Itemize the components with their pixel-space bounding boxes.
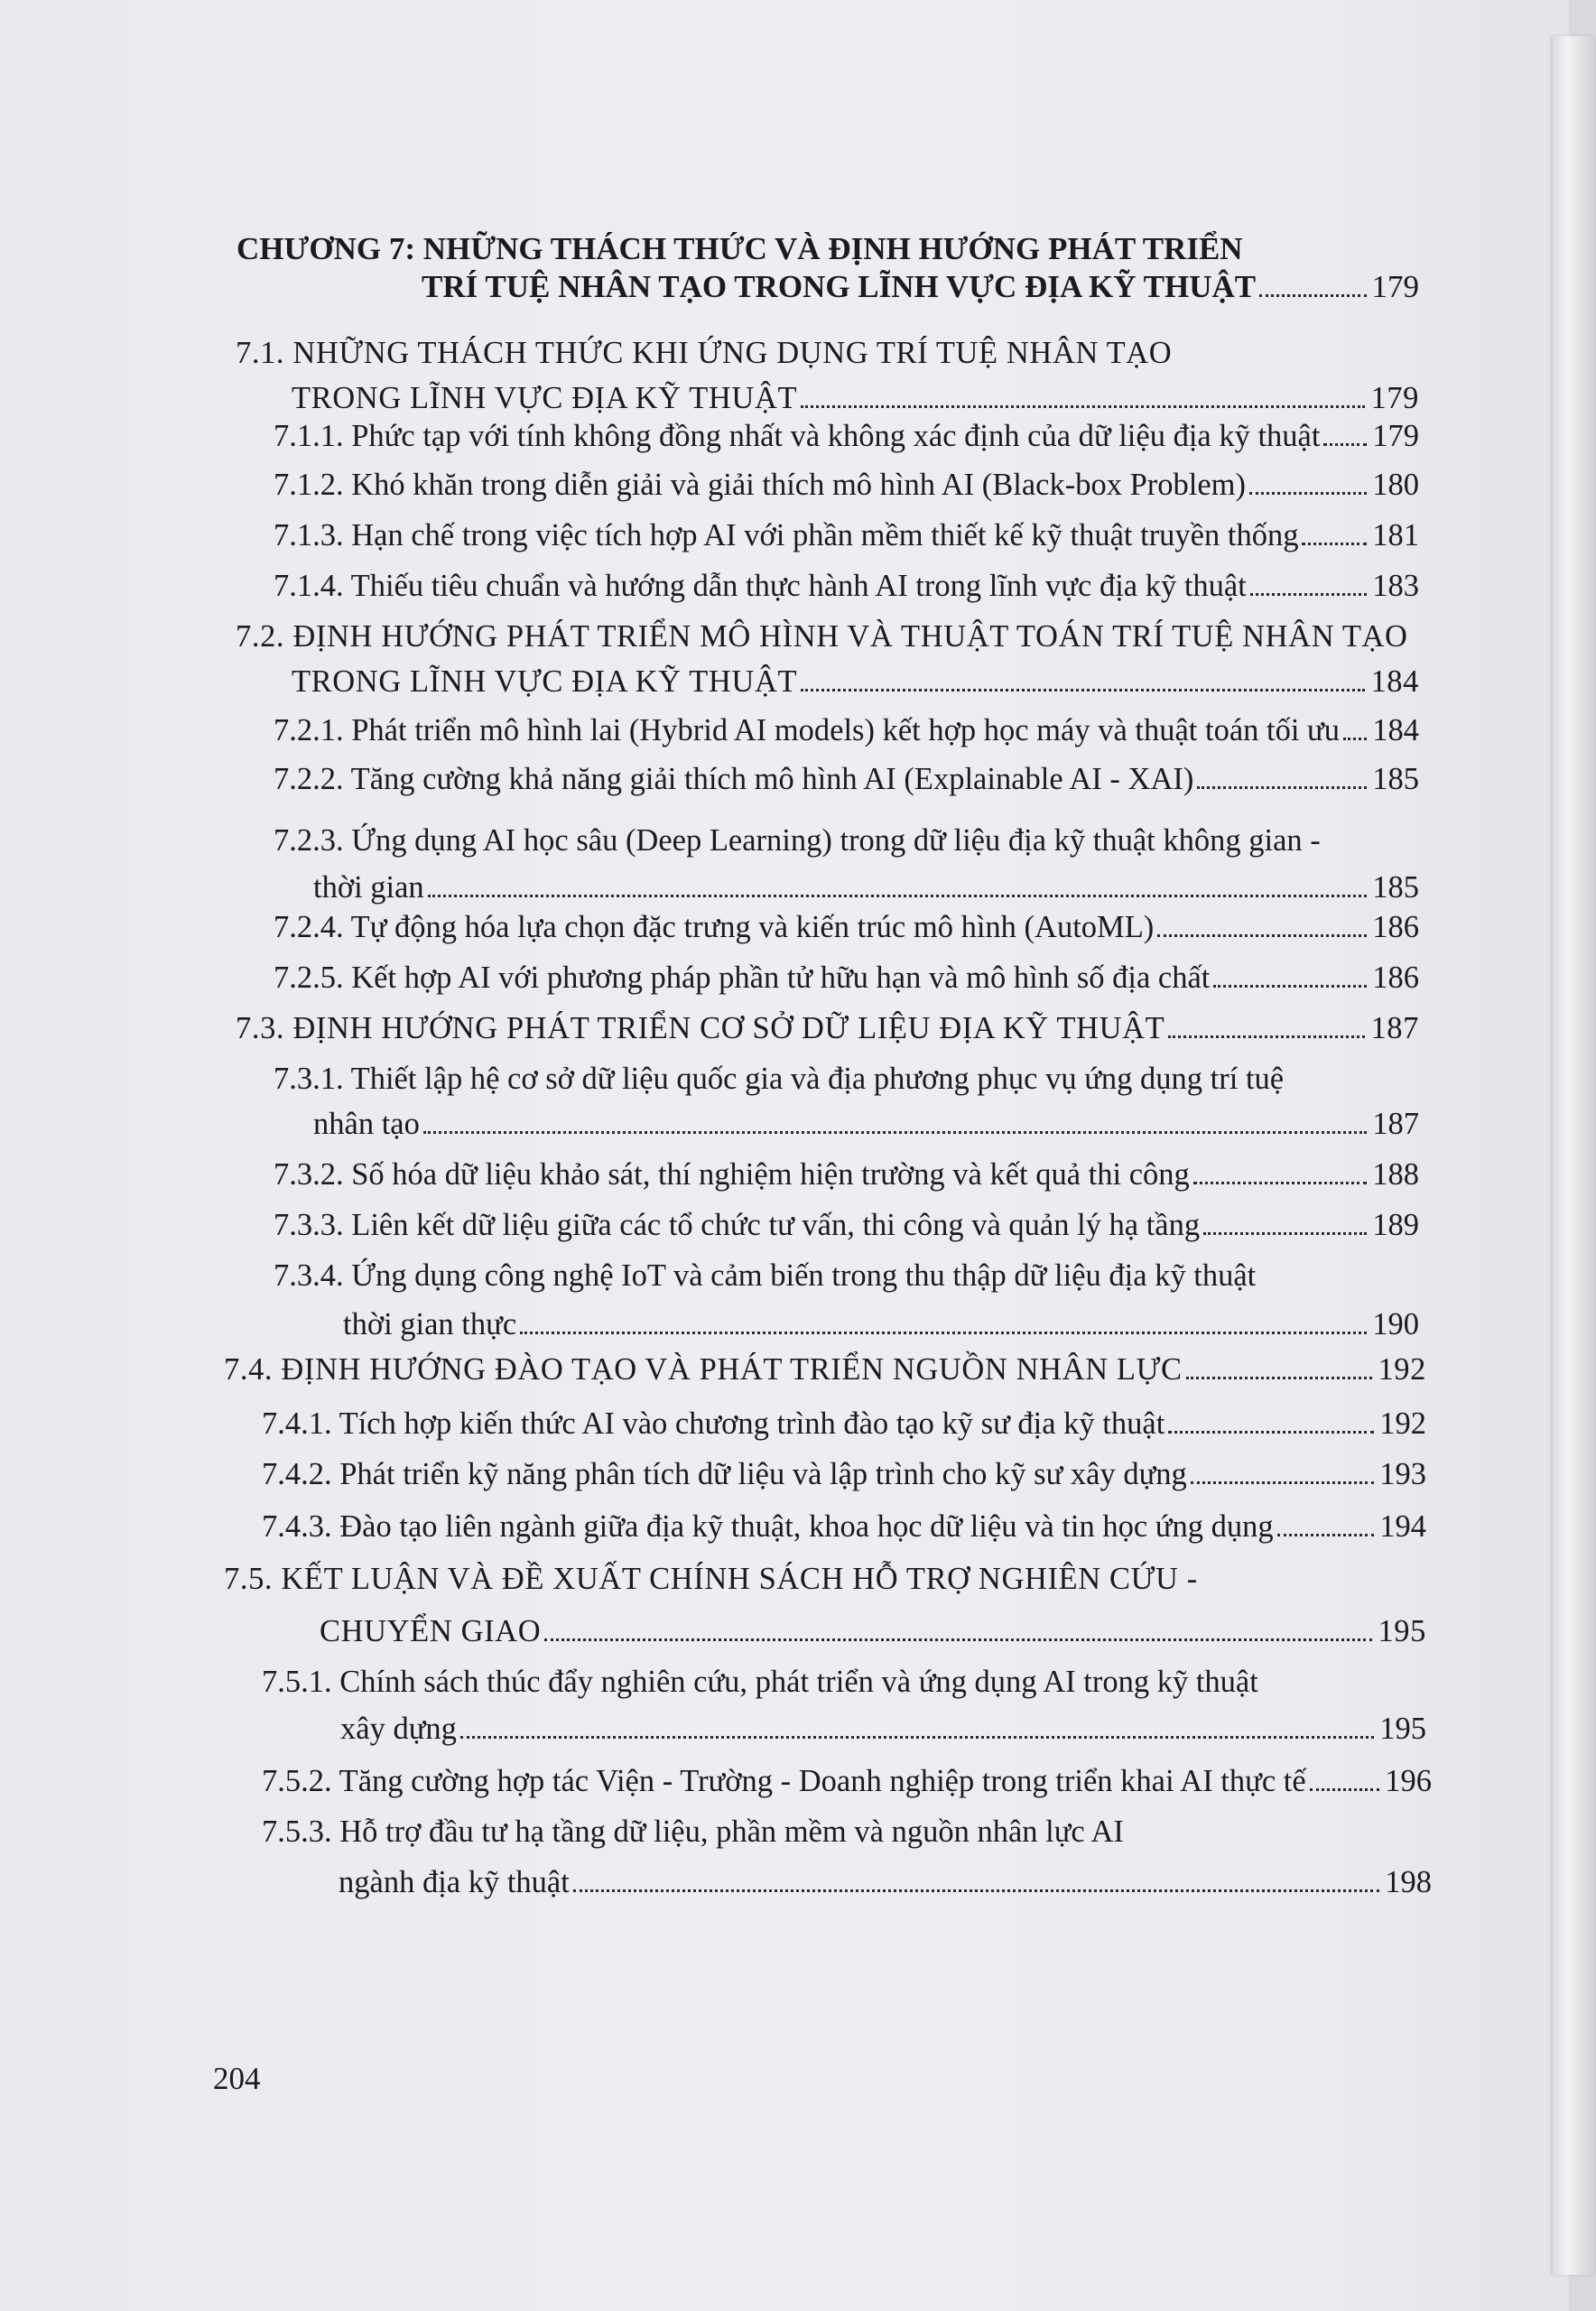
dot-leader	[428, 895, 1368, 897]
toc-entry-title-cont: TRONG LĨNH VỰC ĐỊA KỸ THUẬT	[292, 664, 798, 699]
toc-entry-title: 7.3.3. Liên kết dữ liệu giữa các tổ chức tư vấn, thi công và quản lý hạ tầng	[274, 1208, 1201, 1242]
dot-leader	[1250, 593, 1367, 596]
toc-entry-title: 7.1.3. Hạn chế trong việc tích hợp AI với phần mềm thiết kế kỹ thuật truyền thống	[274, 518, 1299, 552]
toc-entry-page: 198	[1385, 1865, 1432, 1899]
toc-entry-title: 7.3.4. Ứng dụng công nghệ IoT và cảm biến trong thu thập dữ liệu địa kỹ thuật	[274, 1258, 1257, 1293]
toc-entry-title: 7.2.2. Tăng cường khả năng giải thích mô hình AI (Explainable AI - XAI)	[274, 762, 1194, 796]
dot-leader	[1193, 1182, 1367, 1184]
toc-entry-title-cont: xây dựng	[340, 1712, 457, 1746]
dot-leader	[801, 689, 1365, 691]
toc-entry-title: 7.4.1. Tích hợp kiến thức AI vào chương trình đào tạo kỹ sư địa kỹ thuật	[262, 1406, 1165, 1441]
toc-entry-page: 186	[1372, 910, 1419, 944]
toc-entry-title: 7.1.1. Phức tạp với tính không đồng nhất và không xác định của dữ liệu địa kỹ thuật	[274, 419, 1321, 453]
toc-entry-title-cont: CHUYỂN GIAO	[320, 1614, 542, 1648]
dot-leader	[544, 1638, 1372, 1641]
toc-entry-page: 193	[1379, 1457, 1426, 1491]
dot-leader	[1323, 443, 1367, 446]
dot-leader	[1168, 1431, 1374, 1434]
toc-entry-page: 187	[1372, 1107, 1419, 1141]
toc-entry-title: 7.5. KẾT LUẬN VÀ ĐỀ XUẤT CHÍNH SÁCH HỖ TRỢ NGHIÊN CỨU -	[224, 1562, 1198, 1596]
chapter-page: 179	[1371, 269, 1419, 304]
toc-entry-page: 184	[1370, 664, 1419, 699]
toc-entry-page: 179	[1370, 381, 1419, 415]
dot-leader	[1277, 1534, 1375, 1536]
dot-leader	[1157, 934, 1367, 937]
dot-leader	[573, 1889, 1379, 1892]
toc-entry-title: 7.5.2. Tăng cường hợp tác Viện - Trường - Doanh nghiệp trong triển khai AI thực tế	[262, 1764, 1306, 1798]
toc-entry-title: 7.2.1. Phát triển mô hình lai (Hybrid AI models) kết hợp học máy và thuật toán tối ưu	[274, 713, 1341, 747]
toc-entry-title: 7.3. ĐỊNH HƯỚNG PHÁT TRIỂN CƠ SỞ DỮ LIỆU ĐỊA KỸ THUẬT	[236, 1011, 1165, 1045]
toc-entry-page: 185	[1372, 870, 1419, 905]
toc-entry-title: 7.1. NHỮNG THÁCH THỨC KHI ỨNG DỤNG TRÍ TUỆ NHÂN TẠO	[236, 336, 1173, 370]
dot-leader	[423, 1131, 1367, 1134]
dot-leader	[801, 405, 1365, 408]
dot-leader	[1203, 1232, 1367, 1235]
toc-entry-title-cont: thời gian thực	[343, 1307, 517, 1341]
toc-entry-page: 192	[1378, 1352, 1426, 1387]
toc-entry-title: 7.4.3. Đào tạo liên ngành giữa địa kỹ thuật, khoa học dữ liệu và tin học ứng dụng	[262, 1509, 1274, 1544]
toc-entry-title: 7.2.4. Tự động hóa lựa chọn đặc trưng và kiến trúc mô hình (AutoML)	[274, 910, 1155, 944]
dot-leader	[1259, 294, 1366, 297]
toc-entry-title: 7.2.3. Ứng dụng AI học sâu (Deep Learning) trong dữ liệu địa kỹ thuật không gian -	[274, 823, 1321, 858]
toc-entry-title: 7.3.2. Số hóa dữ liệu khảo sát, thí nghiệm hiện trường và kết quả thi công	[274, 1157, 1190, 1192]
toc-entry-page: 196	[1385, 1764, 1432, 1798]
toc-entry-page: 189	[1372, 1208, 1419, 1242]
toc-entry-page: 186	[1372, 961, 1419, 995]
toc-entry-title: 7.1.2. Khó khăn trong diễn giải và giải thích mô hình AI (Black-box Problem)	[274, 468, 1246, 502]
toc-entry-page: 181	[1372, 518, 1419, 552]
toc-entry-page: 195	[1378, 1614, 1426, 1648]
toc-entry-page: 184	[1372, 713, 1419, 747]
toc-entry-title: 7.4.2. Phát triển kỹ năng phân tích dữ liệu và lập trình cho kỹ sư xây dựng	[262, 1457, 1187, 1491]
chapter-title-line2: TRÍ TUỆ NHÂN TẠO TRONG LĨNH VỰC ĐỊA KỸ THUẬT	[422, 269, 1257, 304]
dot-leader	[1302, 543, 1367, 545]
dot-leader	[1168, 1035, 1365, 1038]
dot-leader	[1197, 786, 1367, 789]
dot-leader	[1249, 492, 1367, 495]
toc-entry-title: 7.3.1. Thiết lập hệ cơ sở dữ liệu quốc gia và địa phương phục vụ ứng dụng trí tuệ	[274, 1062, 1285, 1096]
dot-leader	[1191, 1481, 1374, 1484]
toc-entry-title: 7.4. ĐỊNH HƯỚNG ĐÀO TẠO VÀ PHÁT TRIỂN NGUỒN NHÂN LỰC	[224, 1352, 1183, 1387]
dot-leader	[1343, 738, 1367, 740]
chapter-title-line1: CHƯƠNG 7: NHỮNG THÁCH THỨC VÀ ĐỊNH HƯỚNG PHÁT TRIỂN	[237, 231, 1243, 266]
dot-leader	[460, 1736, 1374, 1739]
toc-entry-page: 180	[1372, 468, 1419, 502]
toc-entry-page: 195	[1379, 1712, 1426, 1746]
toc-entry-page: 187	[1370, 1011, 1419, 1045]
toc-entry-title-cont: nhân tạo	[313, 1107, 420, 1141]
toc-entry-title: 7.2.5. Kết hợp AI với phương pháp phần tử hữu hạn và mô hình số địa chất	[274, 961, 1211, 995]
toc-entry-page: 194	[1379, 1509, 1426, 1544]
dot-leader	[1186, 1377, 1373, 1379]
toc-entry-page: 179	[1372, 419, 1419, 453]
toc-entry-page: 192	[1379, 1406, 1426, 1441]
toc-entry-title-cont: TRONG LĨNH VỰC ĐỊA KỸ THUẬT	[292, 381, 798, 415]
toc-entry-page: 185	[1372, 762, 1419, 796]
dot-leader	[520, 1332, 1367, 1334]
toc-entry-title-cont: thời gian	[313, 870, 424, 905]
dot-leader	[1213, 985, 1367, 988]
toc-entry-page: 188	[1372, 1157, 1419, 1192]
toc-entry-title: 7.5.3. Hỗ trợ đầu tư hạ tầng dữ liệu, phần mềm và nguồn nhân lực AI	[262, 1814, 1124, 1849]
page-number: 204	[213, 2061, 261, 2096]
dot-leader	[1310, 1788, 1380, 1791]
toc-entry-page: 190	[1372, 1307, 1419, 1341]
toc-entry-title: 7.2. ĐỊNH HƯỚNG PHÁT TRIỂN MÔ HÌNH VÀ THUẬT TOÁN TRÍ TUỆ NHÂN TẠO	[236, 619, 1408, 654]
toc-entry-title: 7.1.4. Thiếu tiêu chuẩn và hướng dẫn thực hành AI trong lĩnh vực địa kỹ thuật	[274, 569, 1247, 603]
toc-entry-title-cont: ngành địa kỹ thuật	[339, 1865, 570, 1899]
toc-entry-page: 183	[1372, 569, 1419, 603]
toc-entry-title: 7.5.1. Chính sách thúc đẩy nghiên cứu, phát triển và ứng dụng AI trong kỹ thuật	[262, 1665, 1258, 1699]
